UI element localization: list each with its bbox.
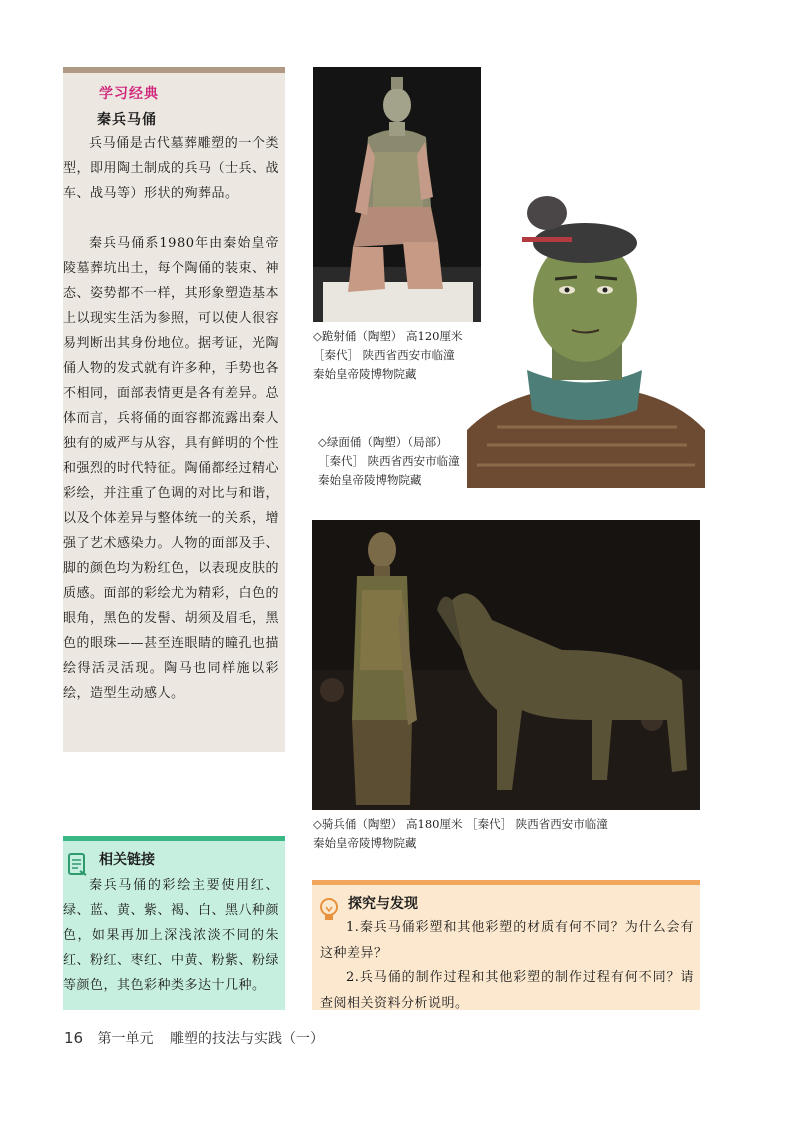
kneeling-archer-caption bbox=[313, 327, 462, 384]
study-heading: 学习经典 bbox=[99, 86, 159, 102]
caption-line: 秦始皇帝陵博物院藏 bbox=[318, 473, 422, 487]
study-paragraph-1: 兵马俑是古代墓葬雕塑的一个类型，即用陶土制成的兵马（士兵、战车、战马等）形状的殉葬品。 bbox=[63, 136, 280, 201]
caption-line: ◇骑兵俑（陶塑） 高180厘米 ［秦代］ 陕西省西安市临潼 bbox=[313, 817, 608, 831]
caption-line: ［秦代］ 陕西省西安市临潼 bbox=[318, 454, 460, 468]
unit-title: 雕塑的技法与实践（一） bbox=[170, 1031, 324, 1047]
explore-question-1: 1.秦兵马俑彩塑和其他彩塑的材质有何不同？为什么会有这种差异？ bbox=[320, 920, 694, 961]
study-panel bbox=[63, 67, 285, 752]
related-link-heading: 相关链接 bbox=[99, 852, 155, 868]
related-link-box bbox=[63, 836, 285, 1010]
page-footer bbox=[64, 1028, 324, 1048]
kneeling-archer-photo bbox=[313, 67, 481, 322]
study-paragraph-2: 秦兵马俑系1980年由秦始皇帝陵墓葬坑出土，每个陶俑的装束、神态、姿势都不一样，其形象塑造基本上以现实生活为参照，可以使人很容易判断出其身份地位。据考证，光陶俑人物的发式就有许多种，手势也各不相同，面部表情更是各有差异。总体而言，兵将俑的面容都流露出秦人独有的威严与从容，具有鲜明的个性和强烈的时代特征。陶俑都经过精心彩绘，并注重了色调的对比与和谐，以及个体差异与整体统一的关系，增强了艺术感染力。人物的面部及手、脚的颜色均为粉红色，以表现皮肤的质感。面部的彩绘尤为精彩，白色的眼角，黑色的发髻、胡须及眉毛，黑色的眼珠——甚至连眼睛的瞳孔也描绘得活灵活现。陶马也同样施以彩绘，造型生动感人。 bbox=[63, 236, 280, 701]
study-title: 秦兵马俑 bbox=[97, 112, 157, 128]
explore-discover-box bbox=[312, 880, 700, 1010]
green-face-figure-photo bbox=[467, 195, 705, 488]
unit-label: 第一单元 bbox=[97, 1031, 154, 1047]
cavalry-figure-photo bbox=[312, 520, 700, 810]
caption-line: ［秦代］ 陕西省西安市临潼 bbox=[313, 348, 455, 362]
caption-line: ◇绿面俑（陶塑）（局部） bbox=[318, 435, 448, 449]
page-number: 16 bbox=[64, 1029, 84, 1047]
caption-line: 秦始皇帝陵博物院藏 bbox=[313, 367, 417, 381]
explore-heading: 探究与发现 bbox=[348, 896, 418, 912]
caption-line: 秦始皇帝陵博物院藏 bbox=[313, 836, 417, 850]
cavalry-caption bbox=[313, 815, 608, 853]
green-face-caption bbox=[318, 433, 460, 490]
explore-question-2: 2.兵马俑的制作过程和其他彩塑的制作过程有何不同？请查阅相关资料分析说明。 bbox=[320, 970, 694, 1011]
caption-line: ◇跪射俑（陶塑） 高120厘米 bbox=[313, 329, 463, 343]
related-link-text: 秦兵马俑的彩绘主要使用红、绿、蓝、黄、紫、褐、白、黑八种颜色，如果再加上深浅浓淡不同的朱红、粉红、枣红、中黄、粉紫、粉绿等颜色，其色彩种类多达十几种。 bbox=[63, 878, 280, 993]
